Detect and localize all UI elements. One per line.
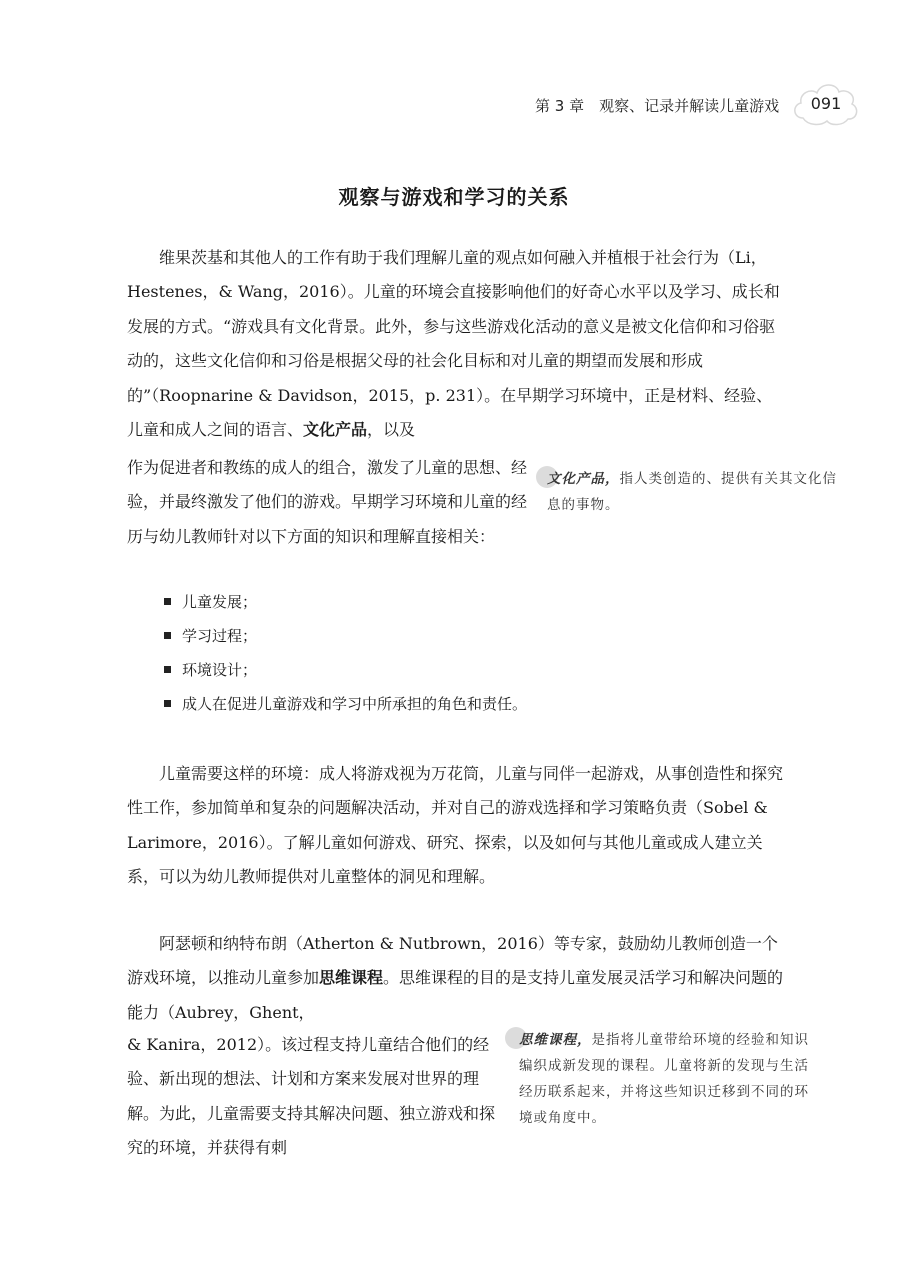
paragraph-1-text: 维果茨基和其他人的工作有助于我们理解儿童的观点如何融入并植根于社会行为（Li，Hestenes，& Wang，2016）。儿童的环境会直接影响他们的好奇心水平以及学习、成长和发展的方式。“游戏具有文化背景。此外，参与这些游戏化活动的意义是被文化信仰和习俗驱动的，这些文化信仰和习俗是根据父母的社会化目标和对儿童的期望而发展和形成的”（Roopnarine & Davidson，2015，p. 231）。在早期学习环境中，正是材料、经验、儿童和成人之间的语言、 bbox=[127, 248, 780, 440]
page-number: 091 bbox=[810, 94, 842, 113]
chapter-title: 第 3 章 观察、记录并解读儿童游戏 bbox=[535, 97, 780, 115]
section-title: 观察与游戏和学习的关系 bbox=[338, 185, 570, 209]
list-item: 儿童发展； bbox=[164, 585, 527, 619]
bullet-square-icon bbox=[164, 700, 171, 707]
list-item: 成人在促进儿童游戏和学习中所承担的角色和责任。 bbox=[164, 687, 527, 721]
term-cultural-products: 文化产品 bbox=[303, 420, 368, 440]
bullet-square-icon bbox=[164, 632, 171, 639]
margin-note-text: 指人类创造的、提供有关其文化信息的事物。 bbox=[547, 471, 837, 513]
margin-note-cultural-products bbox=[547, 466, 847, 518]
paragraph-1-continuation: ，以及 bbox=[367, 420, 416, 440]
list-item: 学习过程； bbox=[164, 619, 527, 653]
paragraph-3 bbox=[127, 927, 787, 1030]
paragraph-3-continuation: 。思维课程的目的是支持儿童发展灵活学习和解决问题的能力（Aubrey，Ghent， bbox=[127, 968, 784, 1022]
paragraph-1 bbox=[127, 241, 787, 447]
margin-note-term: 文化产品， bbox=[547, 471, 620, 487]
margin-note-term: 思维课程， bbox=[519, 1032, 592, 1048]
term-thinking-curriculum: 思维课程 bbox=[319, 968, 384, 988]
paragraph-1-wrapped: 作为促进者和教练的成人的组合，激发了儿童的思想、经验，并最终激发了他们的游戏。早期学习环境和儿童的经历与幼儿教师针对以下方面的知识和理解直接相关： bbox=[127, 458, 528, 546]
bullet-square-icon bbox=[164, 666, 171, 673]
bullet-list bbox=[164, 585, 527, 721]
bullet-square-icon bbox=[164, 598, 171, 605]
margin-note-text: 是指将儿童带给环境的经验和知识编织成新发现的课程。儿童将新的发现与生活经历联系起来，并将这些知识迁移到不同的环境或角度中。 bbox=[519, 1032, 809, 1126]
list-item: 环境设计； bbox=[164, 653, 527, 687]
paragraph-3-wrapped: & Kanira，2012）。该过程支持儿童结合他们的经验、新出现的想法、计划和方案来发展对世界的理解。为此，儿童需要支持其解决问题、独立游戏和探究的环境，并获得有刺 bbox=[127, 1035, 496, 1158]
paragraph-2: 儿童需要这样的环境：成人将游戏视为万花筒，儿童与同伴一起游戏，从事创造性和探究性工作，参加简单和复杂的问题解决活动，并对自己的游戏选择和学习策略负责（Sobel & Larimore，2016）。了解儿童如何游戏、研究、探索，以及如何与其他儿童或成人建立关系，可以为幼儿教师提供对儿童整体的洞见和理解。 bbox=[127, 764, 784, 887]
paragraph-3-text: 阿瑟顿和纳特布朗（Atherton & Nutbrown，2016）等专家，鼓励幼儿教师创造一个游戏环境，以推动儿童参加 bbox=[127, 934, 778, 988]
margin-note-thinking-curriculum bbox=[519, 1027, 814, 1131]
